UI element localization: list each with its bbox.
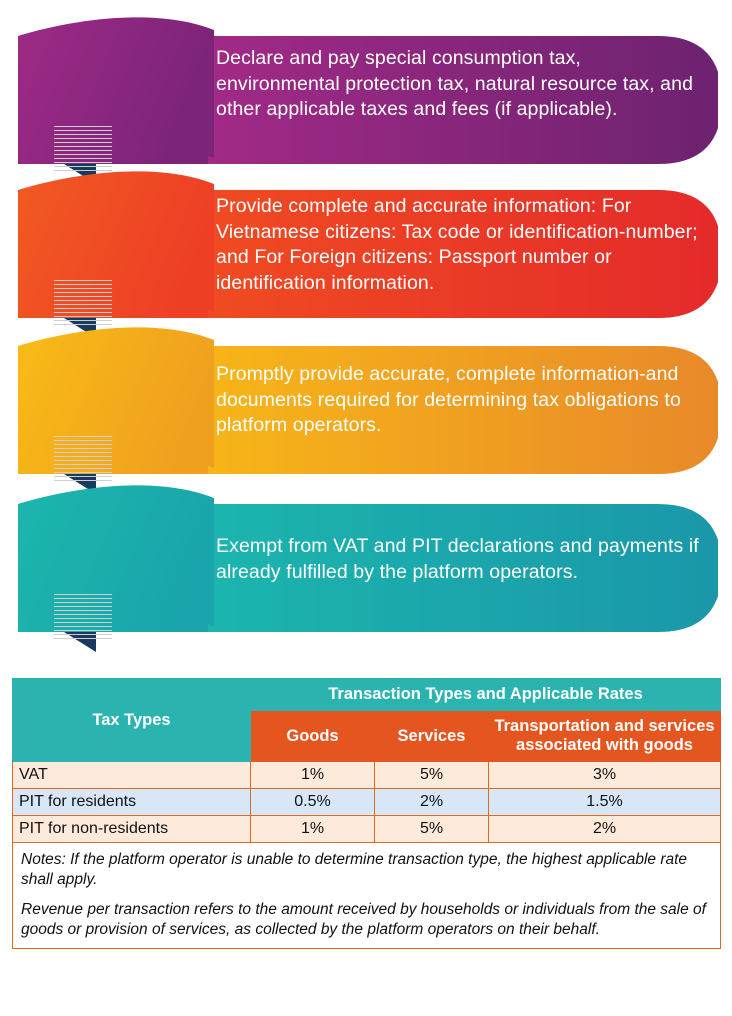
cell-vat-transportation: 3% [489, 762, 721, 789]
table-notes-row [13, 843, 721, 949]
ribbon-label: Declare and pay special consumption tax, environmental protection tax, natural resource tax, and other applicable taxes and fees (if applicable). [216, 47, 694, 120]
row-label-pit-non-residents: PIT for non-residents [13, 816, 251, 843]
row-label-vat: VAT [13, 762, 251, 789]
table-header-row-group [13, 679, 721, 711]
tax-rates-table-container [12, 678, 720, 949]
ribbon-fold-stripes [54, 594, 112, 642]
ribbon-banner-consumption-tax [18, 8, 718, 178]
cell-vat-services: 5% [375, 762, 489, 789]
cell-pit-non-residents-services: 5% [375, 816, 489, 843]
cell-pit-residents-transportation: 1.5% [489, 789, 721, 816]
header-goods: Goods [251, 711, 375, 762]
ribbon-label: Provide complete and accurate information: For Vietnamese citizens: Tax code or identification-number; and For Foreign citizens: Passport number or identification information. [216, 195, 698, 294]
ribbon-banner-exempt-vat-pit [18, 476, 718, 646]
header-tax-types: Tax Types [13, 679, 251, 762]
header-services: Services [375, 711, 489, 762]
ribbon-banner-provide-information [18, 162, 718, 332]
note-2: Revenue per transaction refers to the amount received by households or individuals from the sale of goods or provision of services, as collected by the platform operators on their behalf. [21, 901, 706, 938]
ribbon-banner-promptly-provide [18, 318, 718, 488]
header-transaction-types: Transaction Types and Applicable Rates [251, 679, 721, 711]
table-row [13, 762, 721, 789]
table-notes [13, 843, 721, 949]
note-1: Notes: If the platform operator is unable to determine transaction type, the highest applicable rate shall apply. [21, 851, 688, 888]
tax-rates-table [12, 678, 721, 949]
table-row [13, 789, 721, 816]
table-row [13, 816, 721, 843]
cell-vat-goods: 1% [251, 762, 375, 789]
ribbon-label: Promptly provide accurate, complete information-and documents required for determining tax obligations to platform operators. [216, 363, 681, 436]
cell-pit-residents-goods: 0.5% [251, 789, 375, 816]
cell-pit-non-residents-goods: 1% [251, 816, 375, 843]
cell-pit-non-residents-transportation: 2% [489, 816, 721, 843]
ribbon-label: Exempt from VAT and PIT declarations and payments if already fulfilled by the platform operators. [216, 535, 699, 583]
header-transportation: Transportation and services associated with goods [489, 711, 721, 762]
cell-pit-residents-services: 2% [375, 789, 489, 816]
row-label-pit-residents: PIT for residents [13, 789, 251, 816]
